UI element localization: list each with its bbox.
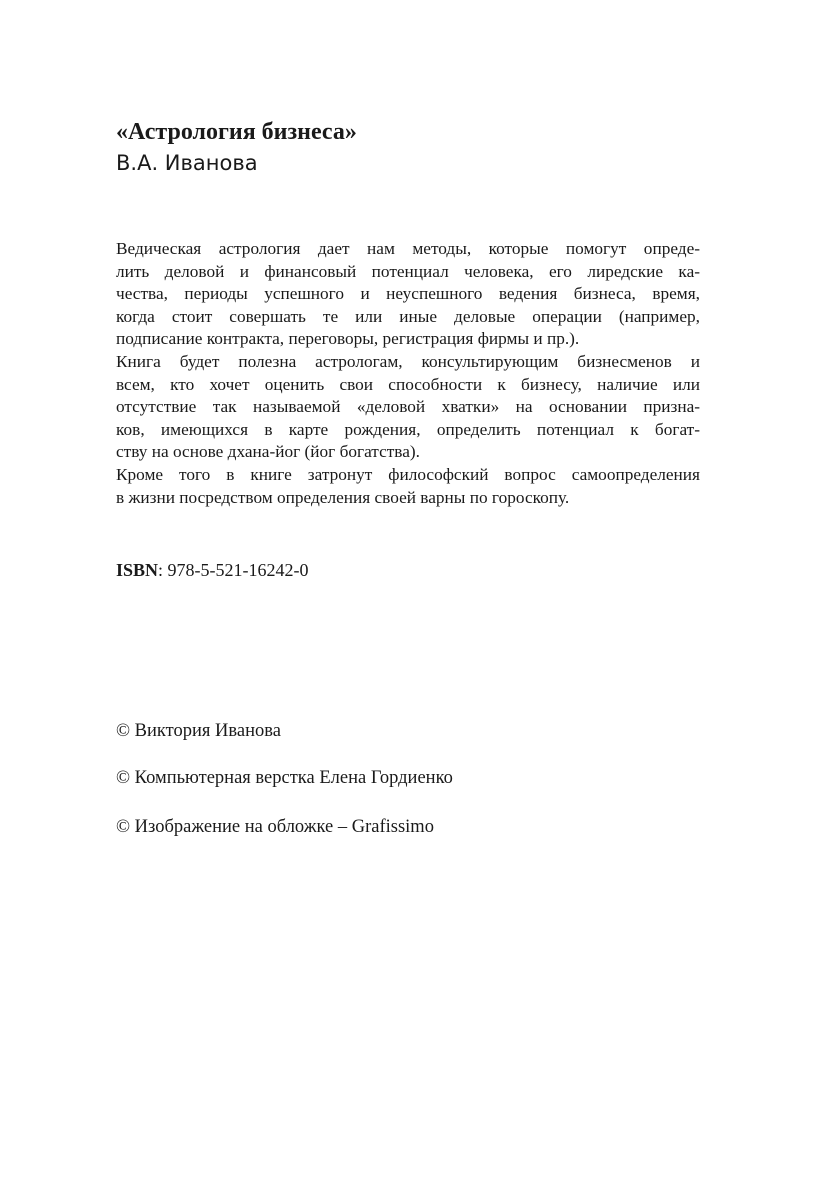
abstract-line: лить деловой и финансовый потенциал человека, его лиредские ка- (116, 261, 700, 281)
abstract-line: всем, кто хочет оценить свои способности к бизнесу, наличие или (116, 374, 700, 394)
abstract-line: Ведическая астрология дает нам методы, которые помогут опреде- (116, 239, 700, 258)
abstract-line: Кроме того в книге затронут философский вопрос самоопределения (116, 464, 700, 484)
book-title: «Астрология бизнеса» (116, 119, 357, 145)
book-abstract (116, 238, 700, 509)
book-author: В.А. Иванова (116, 151, 258, 175)
abstract-line: ству на основе дхана-йог (йог богатства). (116, 442, 420, 462)
abstract-line: ков, имеющихся в карте рождения, определить потенциал к богат- (116, 419, 700, 439)
abstract-line: Книга будет полезна астрологам, консультирующим бизнесменов и (116, 351, 700, 371)
abstract-line: подписание контракта, переговоры, регистрация фирмы и пр.). (116, 329, 580, 349)
copyright-cover: © Изображение на обложке – Grafissimo (116, 817, 434, 837)
isbn-value: : 978-5-521-16242-0 (158, 560, 309, 580)
abstract-line: в жизни посредством определения своей варны по гороскопу. (116, 487, 570, 507)
copyright-author: © Виктория Иванова (116, 721, 281, 741)
isbn-line (116, 558, 309, 582)
abstract-line: отсутствие так называемой «деловой хватки» на основании призна- (116, 397, 700, 417)
abstract-line: чества, периоды успешного и неуспешного ведения бизнеса, время, (116, 284, 700, 304)
abstract-line: когда стоит совершать те или иные деловые операции (например, (116, 306, 700, 326)
isbn-label: ISBN (116, 560, 159, 580)
copyright-layout: © Компьютерная верстка Елена Гордиенко (116, 768, 453, 788)
